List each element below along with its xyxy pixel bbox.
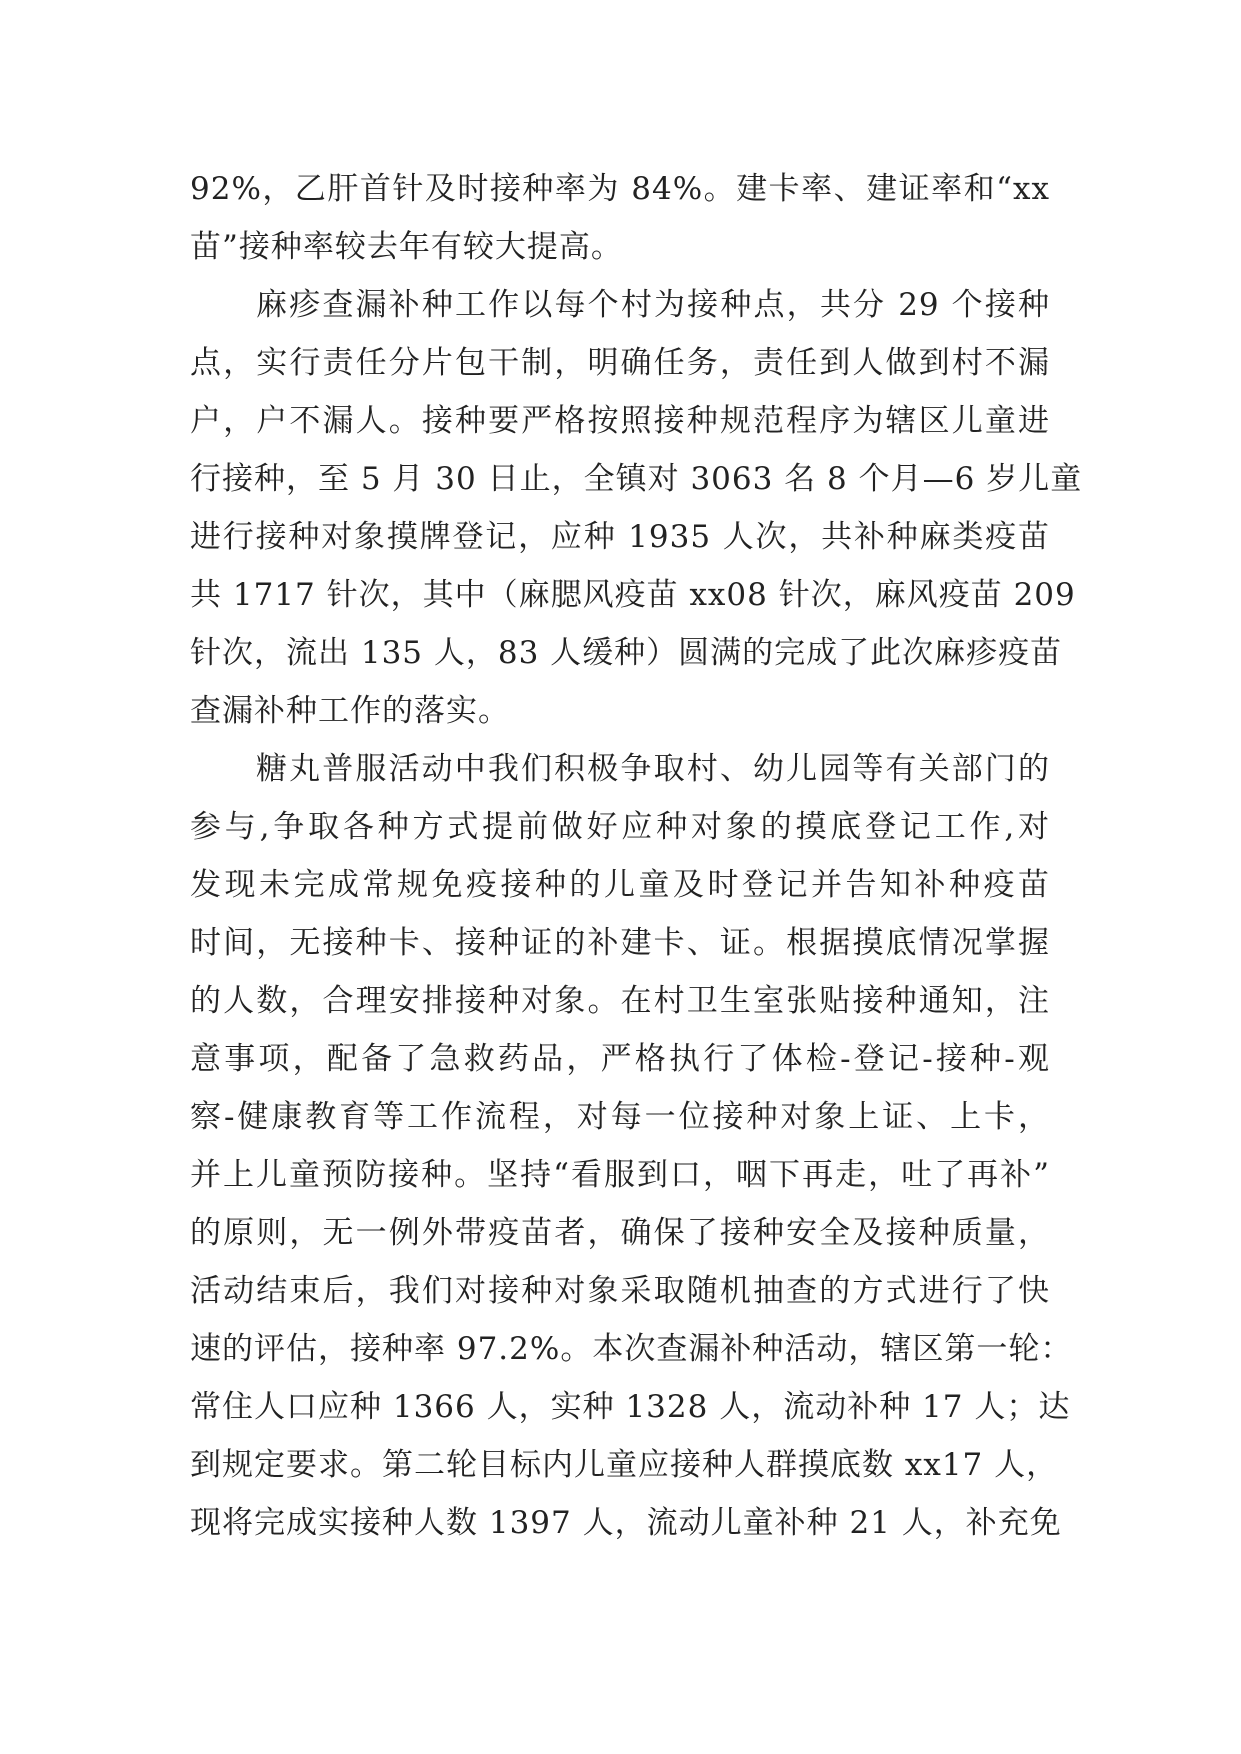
text-line: 针次，流出 135 人，83 人缓种）圆满的完成了此次麻疹疫苗 (190, 635, 1063, 671)
text-line: 的原则，无一例外带疫苗者，确保了接种安全及接种质量， (190, 1215, 1050, 1251)
text-line: 点，实行责任分片包干制，明确任务，责任到人做到村不漏 (190, 345, 1050, 381)
body-text (190, 160, 1083, 1552)
paragraph-first-line: 麻疹查漏补种工作以每个村为接种点，共分 29 个接种 (256, 287, 1050, 323)
text-line: 的人数，合理安排接种对象。在村卫生室张贴接种通知，注 (190, 983, 1050, 1019)
text-line: 查漏补种工作的落实。 (190, 693, 510, 729)
text-line: 户，户不漏人。接种要严格按照接种规范程序为辖区儿童进 (190, 403, 1050, 439)
text-line: 92%，乙肝首针及时接种率为 84%。建卡率、建证率和“xx (190, 171, 1050, 207)
text-line: 常住人口应种 1366 人，实种 1328 人，流动补种 17 人；达 (190, 1389, 1071, 1425)
text-line: 发现未完成常规免疫接种的儿童及时登记并告知补种疫苗 (190, 867, 1050, 903)
text-line: 意事项，配备了急救药品，严格执行了体检-登记-接种-观 (190, 1041, 1050, 1077)
text-line: 行接种，至 5 月 30 日止，全镇对 3063 名 8 个月—6 岁儿童 (190, 461, 1083, 497)
text-line: 苗”接种率较去年有较大提高。 (190, 229, 623, 265)
text-line: 参与,争取各种方式提前做好应种对象的摸底登记工作,对 (190, 809, 1050, 845)
text-line: 现将完成实接种人数 1397 人，流动儿童补种 21 人，补充免 (190, 1505, 1062, 1541)
text-line: 并上儿童预防接种。坚持“看服到口，咽下再走，吐了再补” (190, 1157, 1050, 1193)
text-line: 活动结束后，我们对接种对象采取随机抽查的方式进行了快 (190, 1273, 1050, 1309)
text-line: 到规定要求。第二轮目标内儿童应接种人群摸底数 xx17 人， (190, 1447, 1059, 1483)
text-line: 速的评估，接种率 97.2%。本次查漏补种活动，辖区第一轮： (190, 1331, 1073, 1367)
text-line: 共 1717 针次，其中（麻腮风疫苗 xx08 针次，麻风疫苗 209 (190, 577, 1076, 613)
text-line: 察-健康教育等工作流程，对每一位接种对象上证、上卡， (190, 1099, 1050, 1135)
text-line: 进行接种对象摸牌登记，应种 1935 人次，共补种麻类疫苗 (190, 519, 1050, 555)
paragraph-first-line: 糖丸普服活动中我们积极争取村、幼儿园等有关部门的 (256, 751, 1050, 787)
text-line: 时间，无接种卡、接种证的补建卡、证。根据摸底情况掌握 (190, 925, 1050, 961)
